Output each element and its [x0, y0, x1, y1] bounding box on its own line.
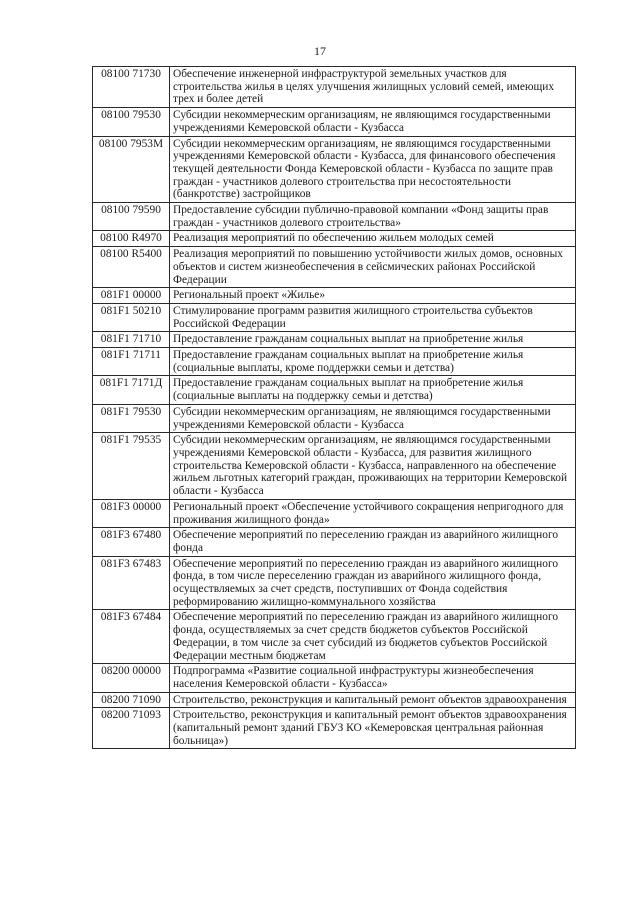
table-row	[93, 664, 576, 692]
row-description: Предоставление субсидии публично-правовой компании «Фонд защиты прав граждан - участников долевого строительства»	[170, 203, 576, 231]
row-code: 081F3 67484	[93, 610, 170, 664]
row-description: Обеспечение мероприятий по переселению граждан из аварийного жилищного фонда, осуществляемых за счет средств бюджетов субъектов Российской Федерации, в том числе за счет субсидий из бюджетов субъектов Российской Федерации местным бюджетам	[170, 610, 576, 664]
table-row	[93, 499, 576, 527]
table-row	[93, 404, 576, 432]
table-row	[93, 708, 576, 749]
table-row	[93, 67, 576, 108]
row-description: Региональный проект «Обеспечение устойчивого сокращения непригодного для проживания жилищного фонда»	[170, 499, 576, 527]
row-code: 08100 R4970	[93, 231, 170, 247]
row-code: 081F1 71710	[93, 332, 170, 348]
table-row	[93, 610, 576, 664]
row-description: Субсидии некоммерческим организациям, не являющимся государственными учреждениями Кемеровской области - Кузбасса	[170, 404, 576, 432]
table-row	[93, 303, 576, 331]
row-code: 081F1 50210	[93, 303, 170, 331]
row-description: Обеспечение мероприятий по переселению граждан из аварийного жилищного фонда	[170, 528, 576, 556]
row-code: 08100 R5400	[93, 247, 170, 288]
table-row	[93, 692, 576, 708]
table-row	[93, 108, 576, 136]
page-number: 17	[314, 44, 326, 58]
table-row	[93, 528, 576, 556]
table-row	[93, 332, 576, 348]
row-description: Стимулирование программ развития жилищного строительства субъектов Российской Федерации	[170, 303, 576, 331]
row-description: Предоставление гражданам социальных выплат на приобретение жилья	[170, 332, 576, 348]
row-description: Обеспечение инженерной инфраструктурой земельных участков для строительства жилья в целях улучшения жилищных условий семей, имеющих трех и более детей	[170, 67, 576, 108]
budget-classification-table	[92, 66, 576, 749]
row-code: 08100 79590	[93, 203, 170, 231]
row-code: 08200 71093	[93, 708, 170, 749]
row-description: Реализация мероприятий по повышению устойчивости жилых домов, основных объектов и систем жизнеобеспечения в сейсмических районах Российской Федерации	[170, 247, 576, 288]
row-description: Региональный проект «Жилье»	[170, 288, 576, 304]
row-code: 08100 71730	[93, 67, 170, 108]
row-code: 081F3 67480	[93, 528, 170, 556]
row-code: 081F1 79535	[93, 433, 170, 500]
row-description: Предоставление гражданам социальных выплат на приобретение жилья (социальные выплаты на поддержку семьи и детства)	[170, 376, 576, 404]
row-description: Субсидии некоммерческим организациям, не являющимся государственными учреждениями Кемеровской области - Кузбасса, для финансового обеспечения текущей деятельности Фонда Кемеровской области - Кузбасса по защите прав граждан - участников долевого строительства при несостоятельности (банкротстве) застройщиков	[170, 136, 576, 203]
row-code: 081F1 71711	[93, 348, 170, 376]
row-code: 081F3 00000	[93, 499, 170, 527]
row-code: 08200 00000	[93, 664, 170, 692]
table-row	[93, 433, 576, 500]
row-description: Реализация мероприятий по обеспечению жильем молодых семей	[170, 231, 576, 247]
row-description: Обеспечение мероприятий по переселению граждан из аварийного жилищного фонда, в том числе переселению граждан из аварийного жилищного фонда, осуществляемых за счет средств, поступивших от Фонда содействия реформированию жилищно-коммунального хозяйства	[170, 556, 576, 610]
table-row	[93, 136, 576, 203]
table-row	[93, 288, 576, 304]
row-code: 081F1 7171Д	[93, 376, 170, 404]
row-code: 08100 79530	[93, 108, 170, 136]
row-description: Подпрограмма «Развитие социальной инфраструктуры жизнеобеспечения населения Кемеровской области - Кузбасса»	[170, 664, 576, 692]
row-code: 081F1 00000	[93, 288, 170, 304]
row-description: Субсидии некоммерческим организациям, не являющимся государственными учреждениями Кемеровской области - Кузбасса	[170, 108, 576, 136]
table-row	[93, 348, 576, 376]
table-row	[93, 231, 576, 247]
row-description: Субсидии некоммерческим организациям, не являющимся государственными учреждениями Кемеровской области - Кузбасса, для развития жилищного строительства Кемеровской области - Кузбасса, направленного на обеспечение жильем льготных категорий граждан, проживающих на территории Кемеровской области - Кузбасса	[170, 433, 576, 500]
table-row	[93, 556, 576, 610]
row-code: 081F3 67483	[93, 556, 170, 610]
table-row	[93, 376, 576, 404]
row-code: 081F1 79530	[93, 404, 170, 432]
table-row	[93, 247, 576, 288]
row-description: Строительство, реконструкция и капитальный ремонт объектов здравоохранения	[170, 692, 576, 708]
row-code: 08200 71090	[93, 692, 170, 708]
row-description: Предоставление гражданам социальных выплат на приобретение жилья (социальные выплаты, кроме поддержки семьи и детства)	[170, 348, 576, 376]
row-code: 08100 7953М	[93, 136, 170, 203]
table-row	[93, 203, 576, 231]
row-description: Строительство, реконструкция и капитальный ремонт объектов здравоохранения (капитальный ремонт зданий ГБУЗ КО «Кемеровская центральная районная больница»)	[170, 708, 576, 749]
